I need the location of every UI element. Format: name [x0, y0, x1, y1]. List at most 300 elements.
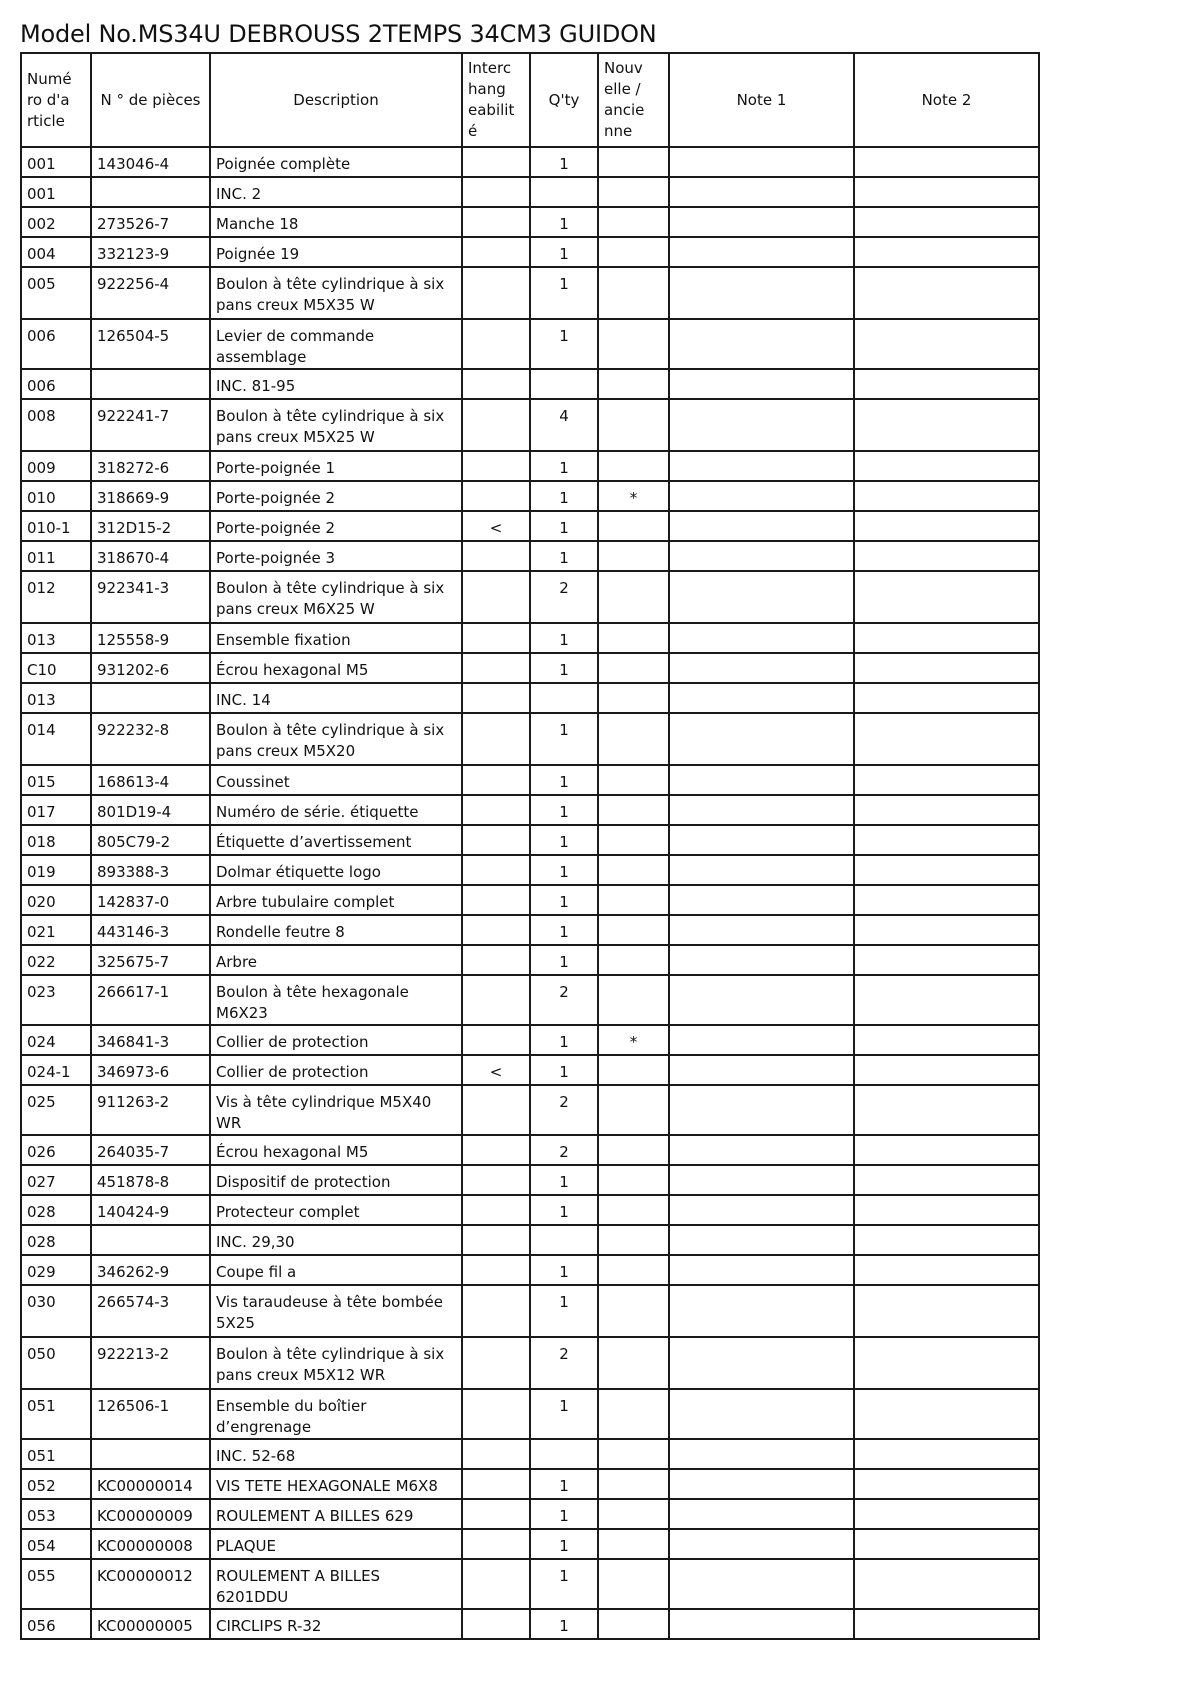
interchangeability-cell [462, 855, 530, 885]
table-row [21, 1609, 1039, 1639]
part-number-cell: 922213-2 [91, 1337, 210, 1389]
article-number-cell: 017 [21, 795, 91, 825]
quantity-cell: 2 [530, 1337, 598, 1389]
new-old-cell [598, 571, 669, 623]
note-1-cell [669, 1255, 854, 1285]
note-2-cell [854, 1529, 1039, 1559]
note-1-cell [669, 855, 854, 885]
article-number-cell: 026 [21, 1135, 91, 1165]
quantity-cell: 2 [530, 975, 598, 1025]
new-old-cell [598, 1285, 669, 1337]
interchangeability-cell [462, 571, 530, 623]
new-old-cell [598, 1055, 669, 1085]
note-2-cell [854, 1025, 1039, 1055]
table-row [21, 207, 1039, 237]
part-number-cell: 346973-6 [91, 1055, 210, 1085]
table-row [21, 683, 1039, 713]
article-number-cell: 018 [21, 825, 91, 855]
article-number-cell: 001 [21, 147, 91, 177]
note-2-cell [854, 915, 1039, 945]
interchangeability-cell [462, 1135, 530, 1165]
interchangeability-cell [462, 237, 530, 267]
description-cell: Protecteur complet [210, 1195, 462, 1225]
part-number-cell [91, 177, 210, 207]
note-2-cell [854, 1439, 1039, 1469]
header-article-number: Numé ro d'a rticle [21, 53, 91, 147]
new-old-cell [598, 147, 669, 177]
note-1-cell [669, 177, 854, 207]
note-2-cell [854, 855, 1039, 885]
quantity-cell: 1 [530, 1529, 598, 1559]
table-row [21, 825, 1039, 855]
table-row [21, 713, 1039, 765]
quantity-cell [530, 177, 598, 207]
new-old-cell [598, 1559, 669, 1609]
quantity-cell: 1 [530, 1559, 598, 1609]
note-2-cell [854, 1085, 1039, 1135]
part-number-cell: KC00000008 [91, 1529, 210, 1559]
new-old-cell [598, 765, 669, 795]
part-number-cell: 125558-9 [91, 623, 210, 653]
interchangeability-cell [462, 1389, 530, 1439]
note-1-cell [669, 1025, 854, 1055]
part-number-cell: 443146-3 [91, 915, 210, 945]
article-number-cell: C10 [21, 653, 91, 683]
new-old-cell [598, 975, 669, 1025]
new-old-cell [598, 1135, 669, 1165]
table-row [21, 765, 1039, 795]
part-number-cell: 126504-5 [91, 319, 210, 369]
part-number-cell: 893388-3 [91, 855, 210, 885]
description-cell: Poignée complète [210, 147, 462, 177]
part-number-cell: 126506-1 [91, 1389, 210, 1439]
article-number-cell: 028 [21, 1225, 91, 1255]
interchangeability-cell [462, 623, 530, 653]
note-2-cell [854, 267, 1039, 319]
interchangeability-cell [462, 399, 530, 451]
interchangeability-cell [462, 1225, 530, 1255]
new-old-cell [598, 683, 669, 713]
new-old-cell [598, 1195, 669, 1225]
description-cell: ROULEMENT A BILLES 6201DDU [210, 1559, 462, 1609]
table-row [21, 653, 1039, 683]
table-row [21, 915, 1039, 945]
header-new-old: Nouv elle / ancie nne [598, 53, 669, 147]
new-old-cell [598, 795, 669, 825]
article-number-cell: 010 [21, 481, 91, 511]
article-number-cell: 009 [21, 451, 91, 481]
part-number-cell: 931202-6 [91, 653, 210, 683]
interchangeability-cell [462, 481, 530, 511]
description-cell: Porte-poignée 1 [210, 451, 462, 481]
quantity-cell: 2 [530, 571, 598, 623]
article-number-cell: 025 [21, 1085, 91, 1135]
part-number-cell: 318272-6 [91, 451, 210, 481]
new-old-cell [598, 1469, 669, 1499]
note-1-cell [669, 795, 854, 825]
interchangeability-cell [462, 885, 530, 915]
quantity-cell: 1 [530, 1255, 598, 1285]
quantity-cell: 1 [530, 207, 598, 237]
description-cell: Boulon à tête cylindrique à six pans creux M6X25 W [210, 571, 462, 623]
article-number-cell: 030 [21, 1285, 91, 1337]
note-1-cell [669, 1085, 854, 1135]
description-cell: Dispositif de protection [210, 1165, 462, 1195]
description-cell: ROULEMENT A BILLES 629 [210, 1499, 462, 1529]
note-1-cell [669, 1559, 854, 1609]
table-row [21, 1195, 1039, 1225]
article-number-cell: 050 [21, 1337, 91, 1389]
note-1-cell [669, 765, 854, 795]
article-number-cell: 055 [21, 1559, 91, 1609]
description-cell: Écrou hexagonal M5 [210, 653, 462, 683]
table-row [21, 1055, 1039, 1085]
table-row [21, 399, 1039, 451]
interchangeability-cell [462, 207, 530, 237]
interchangeability-cell [462, 1337, 530, 1389]
interchangeability-cell [462, 147, 530, 177]
part-number-cell: 922232-8 [91, 713, 210, 765]
interchangeability-cell [462, 653, 530, 683]
table-row [21, 369, 1039, 399]
note-2-cell [854, 1135, 1039, 1165]
description-cell: Levier de commande assemblage [210, 319, 462, 369]
part-number-cell: 273526-7 [91, 207, 210, 237]
description-cell: INC. 14 [210, 683, 462, 713]
description-cell: Rondelle feutre 8 [210, 915, 462, 945]
table-row [21, 1165, 1039, 1195]
article-number-cell: 008 [21, 399, 91, 451]
interchangeability-cell [462, 975, 530, 1025]
description-cell: Dolmar étiquette logo [210, 855, 462, 885]
quantity-cell: 1 [530, 825, 598, 855]
note-2-cell [854, 623, 1039, 653]
note-2-cell [854, 1165, 1039, 1195]
quantity-cell: 1 [530, 765, 598, 795]
interchangeability-cell [462, 1255, 530, 1285]
note-2-cell [854, 825, 1039, 855]
quantity-cell: 2 [530, 1135, 598, 1165]
note-1-cell [669, 1165, 854, 1195]
description-cell: Boulon à tête cylindrique à six pans creux M5X35 W [210, 267, 462, 319]
new-old-cell [598, 945, 669, 975]
quantity-cell: 1 [530, 1055, 598, 1085]
quantity-cell: 1 [530, 713, 598, 765]
article-number-cell: 054 [21, 1529, 91, 1559]
note-1-cell [669, 653, 854, 683]
note-2-cell [854, 319, 1039, 369]
quantity-cell: 1 [530, 855, 598, 885]
table-row [21, 1255, 1039, 1285]
note-1-cell [669, 713, 854, 765]
interchangeability-cell [462, 1529, 530, 1559]
description-cell: Poignée 19 [210, 237, 462, 267]
article-number-cell: 021 [21, 915, 91, 945]
quantity-cell: 1 [530, 795, 598, 825]
part-number-cell: 140424-9 [91, 1195, 210, 1225]
quantity-cell: 1 [530, 451, 598, 481]
quantity-cell: 1 [530, 267, 598, 319]
header-note-1: Note 1 [669, 53, 854, 147]
part-number-cell [91, 1439, 210, 1469]
interchangeability-cell [462, 1085, 530, 1135]
interchangeability-cell [462, 177, 530, 207]
note-2-cell [854, 975, 1039, 1025]
description-cell: INC. 81-95 [210, 369, 462, 399]
interchangeability-cell [462, 1439, 530, 1469]
note-1-cell [669, 1609, 854, 1639]
table-row [21, 1529, 1039, 1559]
table-row [21, 177, 1039, 207]
description-cell: INC. 52-68 [210, 1439, 462, 1469]
description-cell: Boulon à tête cylindrique à six pans creux M5X12 WR [210, 1337, 462, 1389]
interchangeability-cell [462, 683, 530, 713]
article-number-cell: 056 [21, 1609, 91, 1639]
article-number-cell: 002 [21, 207, 91, 237]
part-number-cell: 332123-9 [91, 237, 210, 267]
description-cell: VIS TETE HEXAGONALE M6X8 [210, 1469, 462, 1499]
description-cell: CIRCLIPS R-32 [210, 1609, 462, 1639]
part-number-cell: 266617-1 [91, 975, 210, 1025]
table-row [21, 1285, 1039, 1337]
note-1-cell [669, 975, 854, 1025]
new-old-cell [598, 177, 669, 207]
interchangeability-cell [462, 267, 530, 319]
new-old-cell [598, 1499, 669, 1529]
description-cell: Boulon à tête hexagonale M6X23 [210, 975, 462, 1025]
note-2-cell [854, 451, 1039, 481]
quantity-cell: 1 [530, 885, 598, 915]
note-1-cell [669, 1055, 854, 1085]
new-old-cell [598, 511, 669, 541]
note-1-cell [669, 885, 854, 915]
table-header-row [21, 53, 1039, 147]
note-2-cell [854, 1389, 1039, 1439]
note-2-cell [854, 653, 1039, 683]
quantity-cell: 1 [530, 1025, 598, 1055]
article-number-cell: 022 [21, 945, 91, 975]
description-cell: Collier de protection [210, 1055, 462, 1085]
part-number-cell: 325675-7 [91, 945, 210, 975]
parts-table [20, 52, 1040, 1640]
note-2-cell [854, 1195, 1039, 1225]
quantity-cell [530, 1439, 598, 1469]
note-1-cell [669, 1135, 854, 1165]
note-2-cell [854, 1285, 1039, 1337]
note-2-cell [854, 207, 1039, 237]
article-number-cell: 013 [21, 683, 91, 713]
note-1-cell [669, 1469, 854, 1499]
quantity-cell [530, 1225, 598, 1255]
quantity-cell: 1 [530, 623, 598, 653]
quantity-cell [530, 369, 598, 399]
note-1-cell [669, 1225, 854, 1255]
new-old-cell [598, 1255, 669, 1285]
table-row [21, 571, 1039, 623]
part-number-cell: 264035-7 [91, 1135, 210, 1165]
note-2-cell [854, 237, 1039, 267]
note-1-cell [669, 1285, 854, 1337]
description-cell: Manche 18 [210, 207, 462, 237]
note-2-cell [854, 945, 1039, 975]
interchangeability-cell: < [462, 511, 530, 541]
interchangeability-cell [462, 541, 530, 571]
note-1-cell [669, 267, 854, 319]
note-2-cell [854, 765, 1039, 795]
note-1-cell [669, 369, 854, 399]
quantity-cell: 1 [530, 237, 598, 267]
description-cell: Porte-poignée 2 [210, 511, 462, 541]
new-old-cell [598, 1439, 669, 1469]
description-cell: Écrou hexagonal M5 [210, 1135, 462, 1165]
part-number-cell: 312D15-2 [91, 511, 210, 541]
new-old-cell: * [598, 481, 669, 511]
note-2-cell [854, 1225, 1039, 1255]
interchangeability-cell [462, 1025, 530, 1055]
header-quantity: Q'ty [530, 53, 598, 147]
article-number-cell: 053 [21, 1499, 91, 1529]
note-2-cell [854, 147, 1039, 177]
new-old-cell [598, 1085, 669, 1135]
new-old-cell [598, 713, 669, 765]
new-old-cell [598, 319, 669, 369]
new-old-cell [598, 451, 669, 481]
part-number-cell: 801D19-4 [91, 795, 210, 825]
article-number-cell: 023 [21, 975, 91, 1025]
note-1-cell [669, 1195, 854, 1225]
article-number-cell: 029 [21, 1255, 91, 1285]
interchangeability-cell [462, 713, 530, 765]
description-cell: Vis taraudeuse à tête bombée 5X25 [210, 1285, 462, 1337]
quantity-cell: 1 [530, 1499, 598, 1529]
new-old-cell [598, 623, 669, 653]
part-number-cell: 922241-7 [91, 399, 210, 451]
note-1-cell [669, 623, 854, 653]
header-interchangeability: Interc hang eabilit é [462, 53, 530, 147]
table-row [21, 1439, 1039, 1469]
article-number-cell: 024 [21, 1025, 91, 1055]
article-number-cell: 014 [21, 713, 91, 765]
note-1-cell [669, 237, 854, 267]
note-2-cell [854, 713, 1039, 765]
description-cell: Vis à tête cylindrique M5X40 WR [210, 1085, 462, 1135]
note-1-cell [669, 571, 854, 623]
table-row [21, 481, 1039, 511]
quantity-cell: 1 [530, 915, 598, 945]
table-row [21, 267, 1039, 319]
part-number-cell: 922256-4 [91, 267, 210, 319]
part-number-cell: 911263-2 [91, 1085, 210, 1135]
interchangeability-cell [462, 1499, 530, 1529]
quantity-cell: 1 [530, 511, 598, 541]
note-2-cell [854, 177, 1039, 207]
part-number-cell: 318670-4 [91, 541, 210, 571]
new-old-cell [598, 1225, 669, 1255]
table-row [21, 975, 1039, 1025]
part-number-cell: 143046-4 [91, 147, 210, 177]
article-number-cell: 024-1 [21, 1055, 91, 1085]
interchangeability-cell [462, 1165, 530, 1195]
quantity-cell: 2 [530, 1085, 598, 1135]
new-old-cell [598, 1529, 669, 1559]
note-1-cell [669, 945, 854, 975]
note-2-cell [854, 369, 1039, 399]
new-old-cell [598, 653, 669, 683]
article-number-cell: 027 [21, 1165, 91, 1195]
table-row [21, 1559, 1039, 1609]
part-number-cell [91, 369, 210, 399]
table-row [21, 511, 1039, 541]
quantity-cell: 1 [530, 481, 598, 511]
note-1-cell [669, 1529, 854, 1559]
description-cell: Coupe fil a [210, 1255, 462, 1285]
article-number-cell: 020 [21, 885, 91, 915]
table-row [21, 795, 1039, 825]
note-1-cell [669, 319, 854, 369]
note-2-cell [854, 1609, 1039, 1639]
new-old-cell: * [598, 1025, 669, 1055]
part-number-cell [91, 683, 210, 713]
article-number-cell: 010-1 [21, 511, 91, 541]
note-2-cell [854, 1337, 1039, 1389]
table-row [21, 319, 1039, 369]
note-2-cell [854, 571, 1039, 623]
note-2-cell [854, 885, 1039, 915]
part-number-cell: KC00000009 [91, 1499, 210, 1529]
note-2-cell [854, 1255, 1039, 1285]
note-2-cell [854, 1559, 1039, 1609]
description-cell: Boulon à tête cylindrique à six pans creux M5X25 W [210, 399, 462, 451]
table-row [21, 1025, 1039, 1055]
quantity-cell [530, 683, 598, 713]
interchangeability-cell [462, 1559, 530, 1609]
quantity-cell: 1 [530, 1195, 598, 1225]
note-2-cell [854, 541, 1039, 571]
article-number-cell: 028 [21, 1195, 91, 1225]
part-number-cell: KC00000014 [91, 1469, 210, 1499]
article-number-cell: 011 [21, 541, 91, 571]
note-1-cell [669, 1439, 854, 1469]
part-number-cell: 318669-9 [91, 481, 210, 511]
part-number-cell: 346841-3 [91, 1025, 210, 1055]
interchangeability-cell [462, 1285, 530, 1337]
header-note-2: Note 2 [854, 53, 1039, 147]
article-number-cell: 052 [21, 1469, 91, 1499]
table-row [21, 855, 1039, 885]
new-old-cell [598, 267, 669, 319]
description-cell: Porte-poignée 3 [210, 541, 462, 571]
part-number-cell: 346262-9 [91, 1255, 210, 1285]
part-number-cell: 266574-3 [91, 1285, 210, 1337]
description-cell: Ensemble fixation [210, 623, 462, 653]
note-1-cell [669, 825, 854, 855]
table-row [21, 1225, 1039, 1255]
new-old-cell [598, 885, 669, 915]
note-2-cell [854, 1499, 1039, 1529]
header-part-number: N ° de pièces [91, 53, 210, 147]
part-number-cell: 922341-3 [91, 571, 210, 623]
new-old-cell [598, 1389, 669, 1439]
quantity-cell: 1 [530, 1469, 598, 1499]
new-old-cell [598, 369, 669, 399]
note-1-cell [669, 147, 854, 177]
new-old-cell [598, 237, 669, 267]
description-cell: Arbre [210, 945, 462, 975]
interchangeability-cell: < [462, 1055, 530, 1085]
new-old-cell [598, 207, 669, 237]
quantity-cell: 1 [530, 319, 598, 369]
description-cell: Arbre tubulaire complet [210, 885, 462, 915]
